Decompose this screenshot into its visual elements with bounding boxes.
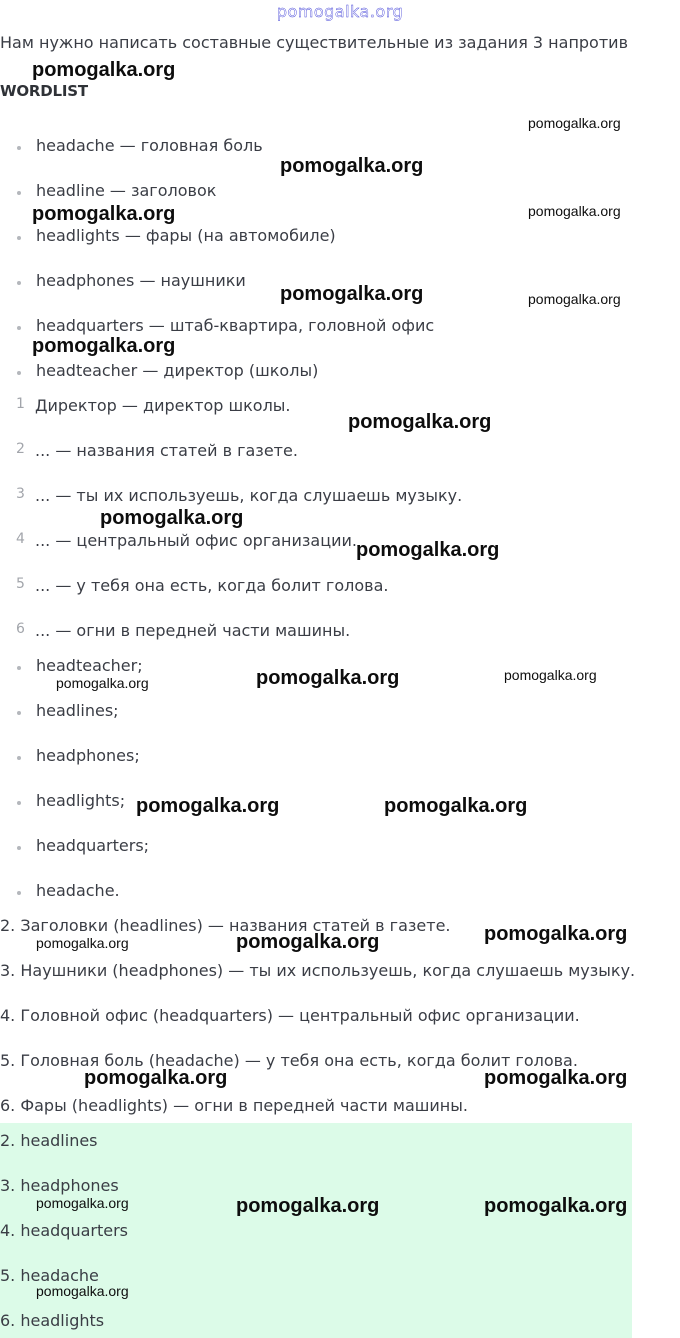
task-number: 6 (16, 621, 25, 637)
bullet-icon (17, 191, 21, 195)
watermark: pomogalka.org (528, 291, 621, 307)
watermark: pomogalka.org (504, 667, 597, 683)
watermark: pomogalka.org (32, 335, 176, 357)
watermark: pomogalka.org (32, 59, 176, 81)
task-number: 5 (16, 576, 25, 592)
final-answer: 5. headache (0, 1266, 99, 1285)
task-number: 4 (16, 531, 25, 547)
bullet-icon (17, 236, 21, 240)
bullet-icon (17, 801, 21, 805)
task-number: 3 (16, 486, 25, 502)
final-answer: 2. headlines (0, 1131, 98, 1150)
watermark: pomogalka.org (36, 1195, 129, 1211)
watermark: pomogalka.org (484, 923, 628, 945)
bullet-icon (17, 371, 21, 375)
final-answer: 3. headphones (0, 1176, 119, 1195)
site-link[interactable]: pomogalka.org (276, 2, 404, 21)
watermark: pomogalka.org (484, 1067, 628, 1089)
watermark: pomogalka.org (236, 1195, 380, 1217)
watermark: pomogalka.org (356, 539, 500, 561)
task-text: Директор — директор школы. (35, 396, 291, 415)
task-number: 2 (16, 441, 25, 457)
task-text: ... — огни в передней части машины. (35, 621, 351, 640)
watermark: pomogalka.org (100, 507, 244, 529)
sentence-item: 5. Головная боль (headache) — у тебя она есть, когда болит голова. (0, 1051, 578, 1070)
watermark: pomogalka.org (56, 675, 149, 691)
watermark: pomogalka.org (236, 931, 380, 953)
bullet-icon (17, 281, 21, 285)
watermark: pomogalka.org (348, 411, 492, 433)
bullet-icon (17, 326, 21, 330)
watermark: pomogalka.org (528, 203, 621, 219)
watermark: pomogalka.org (136, 795, 280, 817)
sentence-item: 6. Фары (headlights) — огни в передней части машины. (0, 1096, 468, 1115)
bullet-icon (17, 146, 21, 150)
watermark: pomogalka.org (528, 115, 621, 131)
bullet-icon (17, 756, 21, 760)
task-text: ... — ты их используешь, когда слушаешь музыку. (35, 486, 463, 505)
task-number: 1 (16, 396, 25, 412)
sentence-item: 2. Заголовки (headlines) — названия статей в газете. (0, 916, 451, 935)
task-text: ... — названия статей в газете. (35, 441, 298, 460)
watermark: pomogalka.org (36, 1283, 129, 1299)
task-text: ... — у тебя она есть, когда болит голова. (35, 576, 389, 595)
bullet-icon (17, 846, 21, 850)
final-answer: 6. headlights (0, 1311, 105, 1330)
watermark: pomogalka.org (484, 1195, 628, 1217)
watermark: pomogalka.org (256, 667, 400, 689)
watermark: pomogalka.org (32, 203, 176, 225)
watermark: pomogalka.org (280, 155, 424, 177)
watermark: pomogalka.org (36, 935, 129, 951)
final-answer: 4. headquarters (0, 1221, 129, 1240)
bullet-icon (17, 666, 21, 670)
bullet-icon (17, 711, 21, 715)
sentence-item: 3. Наушники (headphones) — ты их используешь, когда слушаешь музыку. (0, 961, 636, 980)
watermark: pomogalka.org (280, 283, 424, 305)
bullet-icon (17, 891, 21, 895)
wordlist-title: WORDLIST (0, 82, 88, 100)
watermark: pomogalka.org (384, 795, 528, 817)
sentence-item: 4. Головной офис (headquarters) — центральный офис организации. (0, 1006, 580, 1025)
watermark: pomogalka.org (84, 1067, 228, 1089)
intro-text: Нам нужно написать составные существительные из задания 3 напротив (0, 33, 628, 52)
task-text: ... — центральный офис организации. (35, 531, 357, 550)
